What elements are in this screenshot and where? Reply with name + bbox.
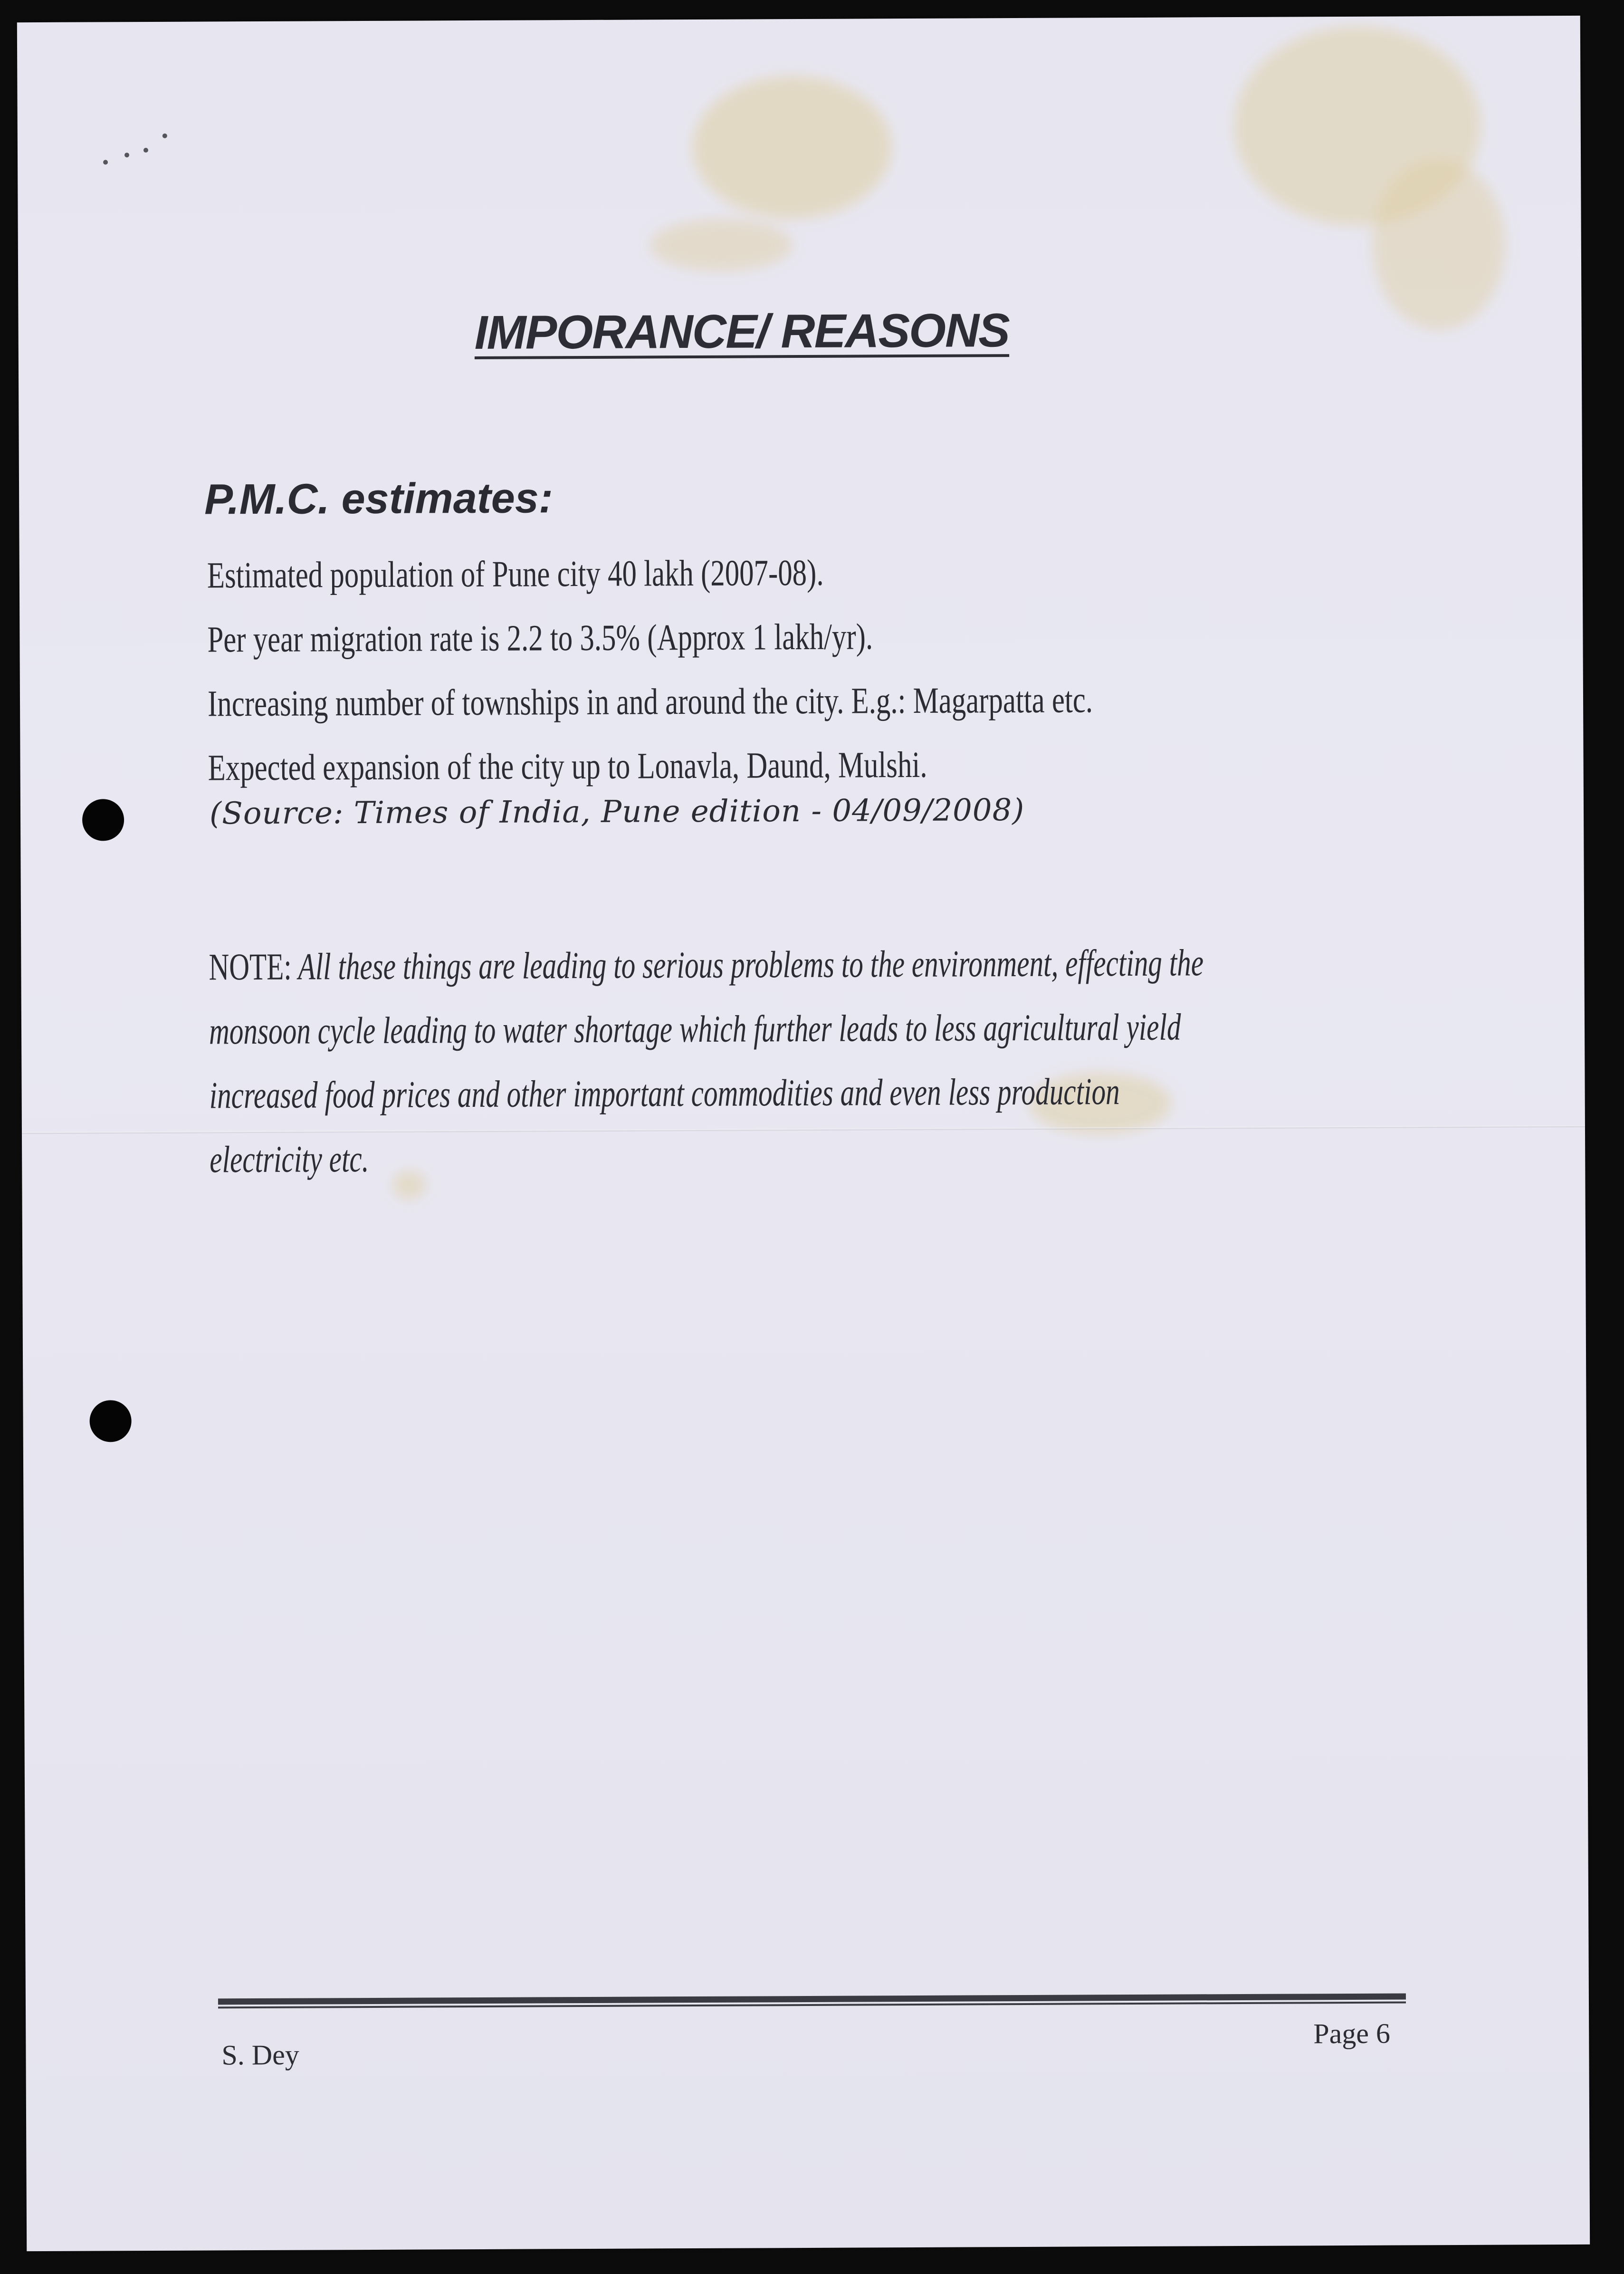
paper-stain [392,1171,426,1199]
document-page [17,16,1590,2251]
ink-speck [103,160,108,164]
note-text: All these things are leading to serious problems to the environment, effecting the [291,942,1204,988]
paper-stain [650,219,793,271]
paper-stain [692,76,892,219]
estimate-line: Per year migration rate is 2.2 to 3.5% (Approx 1 lakh/yr). [207,615,873,660]
page-title: IMPORANCE/ REASONS [474,304,1010,360]
note-line: monsoon cycle leading to water shortage which further leads to less agricultural yield [209,1006,1181,1053]
fold-crease [22,1125,1585,1134]
punch-hole [82,799,124,841]
note-line [209,941,1204,989]
section-heading: P.M.C. estimates: [204,474,554,524]
source-citation: (Source: Times of India, Pune edition - 04/09/2008) [209,792,1025,832]
note-line: increased food prices and other important commodities and even less production [209,1071,1120,1117]
ink-speck [143,148,148,153]
estimate-line: Estimated population of Pune city 40 lakh (2007-08). [207,551,824,596]
punch-hole [89,1400,131,1442]
estimate-line: Expected expansion of the city up to Lonavla, Daund, Mulshi. [208,743,927,788]
footer-rule [218,1993,1406,2009]
footer-page-number: Page 6 [1313,2017,1391,2050]
note-line: electricity etc. [210,1138,369,1181]
footer-author: S. Dey [221,2039,299,2071]
ink-speck [162,134,167,138]
paper-stain [1372,159,1506,330]
ink-speck [124,153,129,157]
estimate-line: Increasing number of townships in and around the city. E.g.: Magarpatta etc. [207,679,1093,724]
note-label: NOTE: [209,946,292,988]
